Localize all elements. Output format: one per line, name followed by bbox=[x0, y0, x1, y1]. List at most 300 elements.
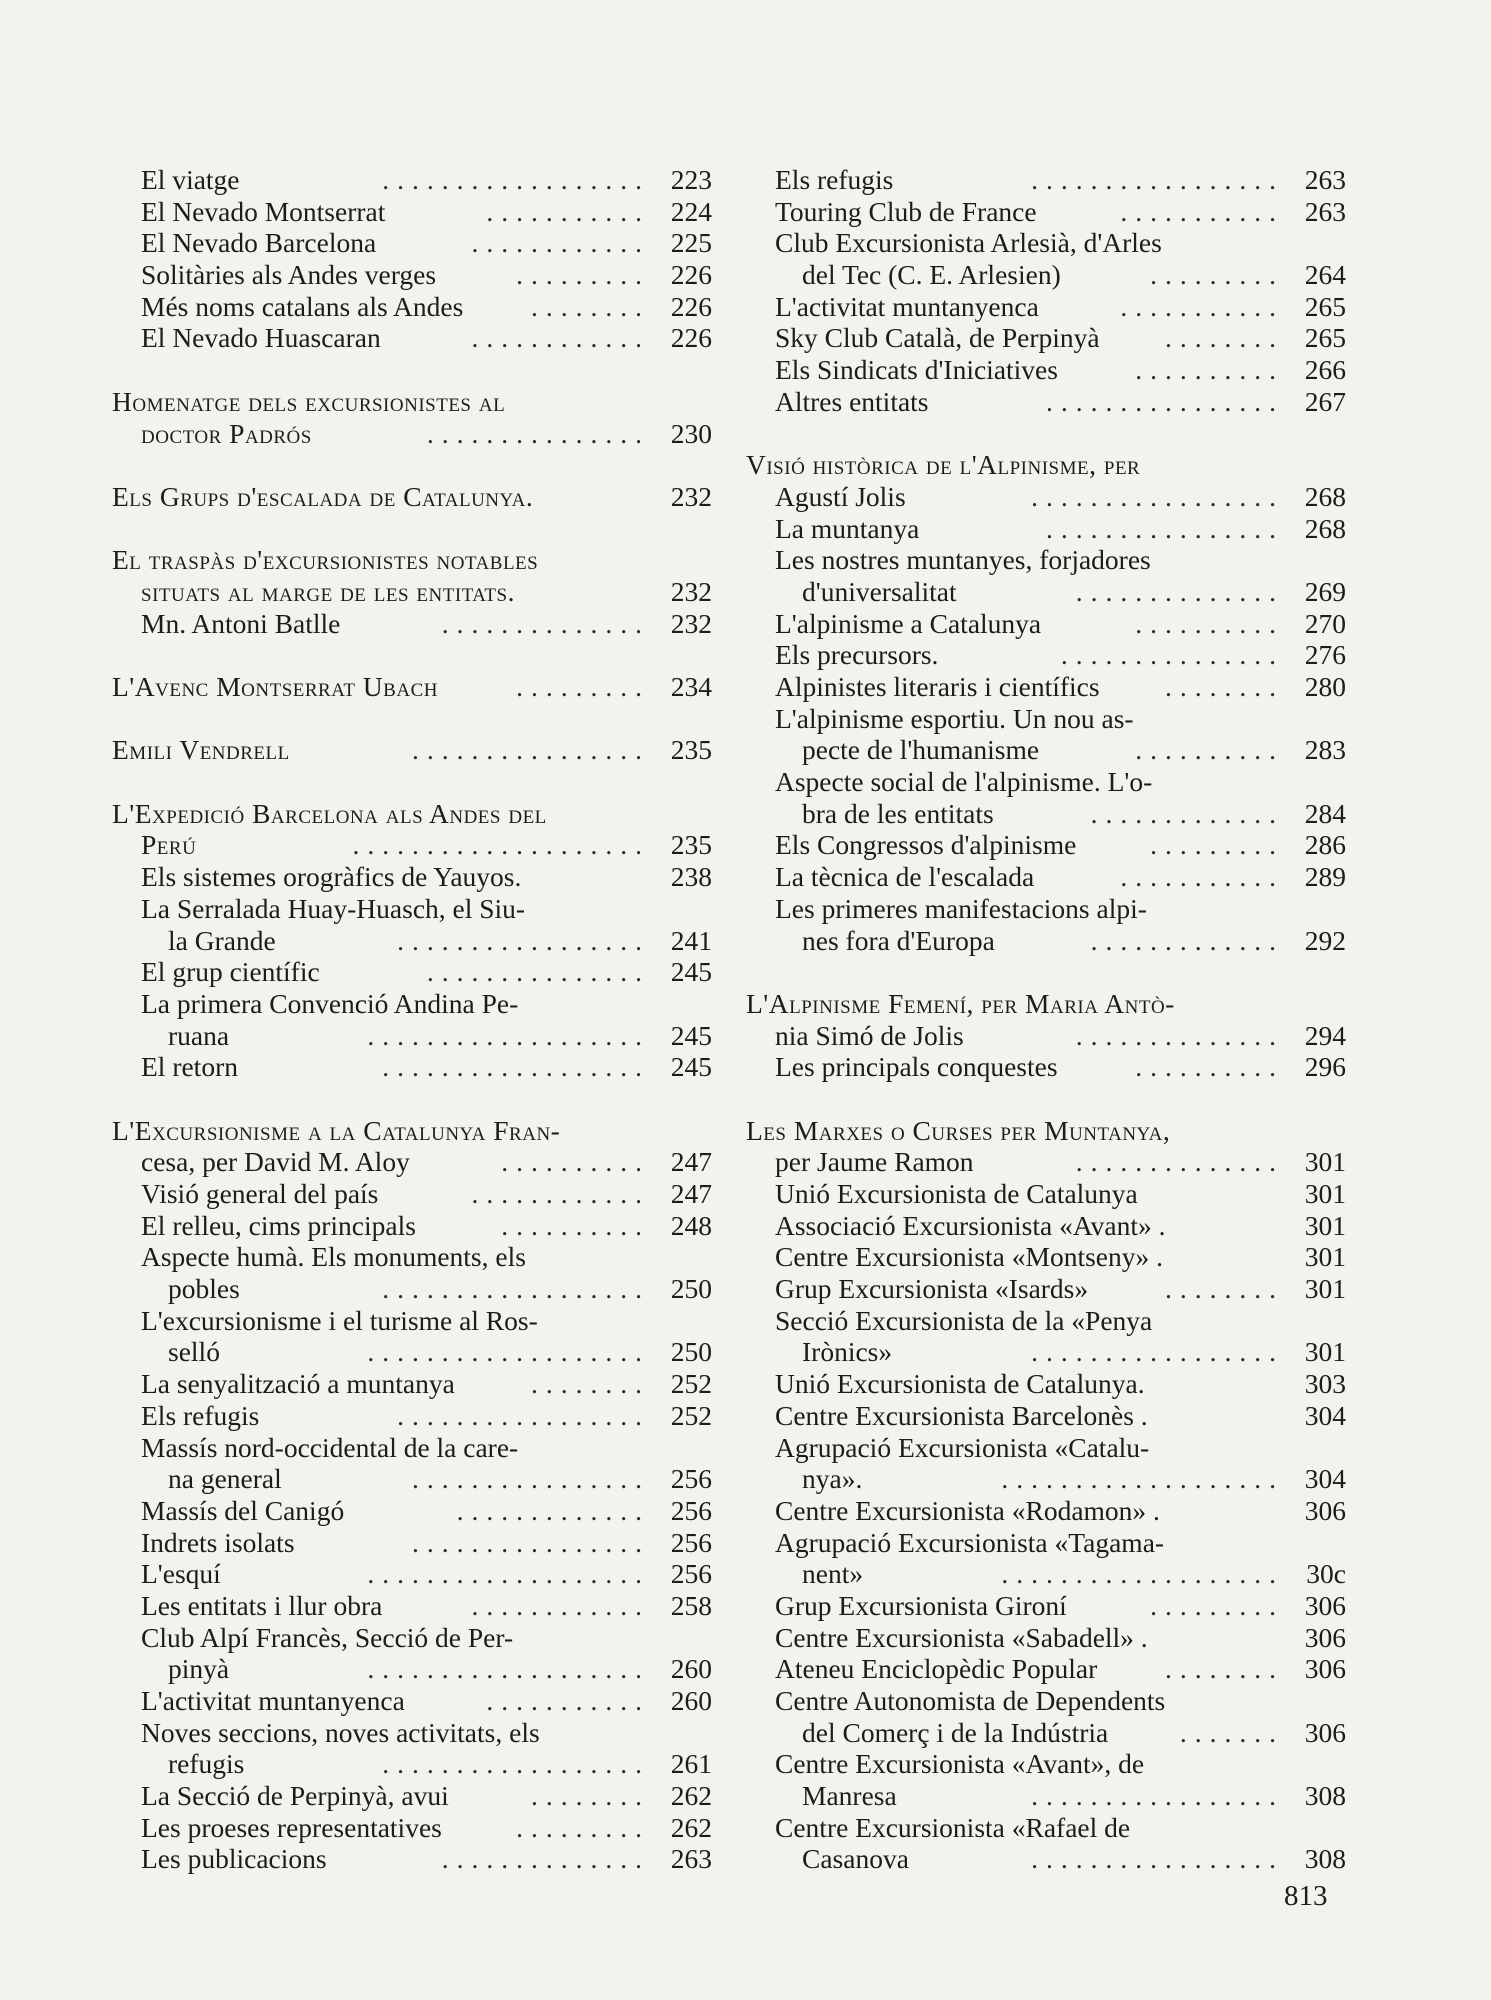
toc-entry bbox=[112, 956, 712, 988]
toc-entry-title: del Comerç i de la Indústria bbox=[802, 1716, 1109, 1748]
toc-entry-page: 301 bbox=[1304, 1178, 1346, 1209]
toc-entry bbox=[112, 322, 712, 354]
toc-entry-title: El viatge bbox=[141, 164, 240, 195]
toc-section-heading bbox=[112, 576, 712, 608]
toc-entry-title: L'alpinisme a Catalunya bbox=[775, 607, 1042, 639]
toc-entry-title: Emili Vendrell bbox=[112, 734, 290, 766]
toc-entry-page: 266 bbox=[1304, 354, 1346, 386]
toc-section-heading bbox=[112, 544, 712, 576]
toc-entry-title: Casanova bbox=[802, 1843, 909, 1875]
toc-entry-page: 267 bbox=[1304, 385, 1346, 417]
dot-leader: ............... bbox=[1060, 639, 1284, 671]
toc-entry-title: na general bbox=[168, 1463, 282, 1495]
toc-entry-page: 252 bbox=[670, 1368, 712, 1400]
toc-entry bbox=[746, 1241, 1346, 1273]
toc-entry-title: Les principals conquestes bbox=[775, 1051, 1058, 1083]
toc-entry-page: 286 bbox=[1304, 829, 1346, 861]
toc-entry-title: Els Congressos d'alpinisme bbox=[775, 829, 1077, 861]
dot-leader: ................. bbox=[397, 1399, 650, 1431]
toc-entry-title: selló bbox=[168, 1336, 220, 1368]
toc-entry-page: 265 bbox=[1304, 290, 1346, 322]
dot-leader: ............ bbox=[471, 1178, 650, 1209]
toc-entry bbox=[112, 925, 712, 957]
toc-entry bbox=[746, 893, 1346, 925]
toc-entry bbox=[112, 1590, 712, 1622]
toc-entry-title: Alpinistes literaris i científics bbox=[775, 671, 1100, 702]
dot-leader: .................. bbox=[382, 1051, 650, 1083]
toc-entry-title: L'esquí bbox=[141, 1558, 221, 1590]
toc-entry bbox=[112, 1622, 712, 1654]
toc-entry bbox=[112, 291, 712, 323]
toc-entry-title: Agrupació Excursionista «Catalu- bbox=[775, 1431, 1150, 1463]
dot-leader: ......... bbox=[516, 259, 650, 291]
toc-entry bbox=[746, 1558, 1346, 1590]
toc-entry-title: Els Sindicats d'Iniciatives bbox=[775, 354, 1058, 386]
dot-leader: ........... bbox=[1120, 861, 1284, 893]
toc-entry-page: 256 bbox=[670, 1494, 712, 1526]
toc-entry-title: Irònics» bbox=[802, 1336, 893, 1368]
toc-entry bbox=[746, 829, 1346, 861]
toc-entry-page: 264 bbox=[1304, 259, 1346, 291]
toc-entry-page: 306 bbox=[1304, 1653, 1346, 1685]
toc-spacer bbox=[746, 1083, 1346, 1115]
dot-leader: ................... bbox=[367, 1019, 650, 1051]
dot-leader: ........... bbox=[1120, 195, 1284, 227]
toc-entry-page: 301 bbox=[1304, 1336, 1346, 1368]
dot-leader: ................... bbox=[1001, 1558, 1284, 1590]
dot-leader: .................. bbox=[382, 1748, 650, 1780]
toc-spacer bbox=[112, 513, 712, 545]
toc-entry-title: pecte de l'humanisme bbox=[802, 734, 1040, 766]
toc-entry-page: 306 bbox=[1304, 1621, 1346, 1653]
toc-entry-title: L'Expedició Barcelona als Andes del bbox=[112, 797, 547, 829]
toc-entry bbox=[746, 925, 1346, 957]
toc-entry bbox=[746, 1495, 1346, 1527]
dot-leader: ........ bbox=[531, 1780, 650, 1812]
toc-section-heading bbox=[112, 798, 712, 830]
dot-leader: ........ bbox=[531, 290, 650, 322]
toc-entry bbox=[746, 1463, 1346, 1495]
toc-section-heading bbox=[746, 1115, 1346, 1147]
toc-entry bbox=[746, 1336, 1346, 1368]
toc-spacer bbox=[112, 354, 712, 386]
dot-leader: ................. bbox=[397, 924, 650, 956]
dot-leader: ........ bbox=[1165, 671, 1284, 702]
toc-entry-page: 308 bbox=[1304, 1843, 1346, 1875]
toc-entry bbox=[746, 1748, 1346, 1780]
dot-leader: ......... bbox=[516, 671, 650, 702]
dot-leader: ......... bbox=[1150, 1589, 1284, 1621]
toc-section-heading bbox=[112, 829, 712, 861]
dot-leader: ................ bbox=[1046, 385, 1284, 417]
toc-entry-title: Grup Excursionista Gironí bbox=[775, 1589, 1067, 1621]
toc-entry-title: Els refugis bbox=[141, 1399, 260, 1431]
toc-spacer bbox=[112, 449, 712, 481]
toc-entry bbox=[746, 1527, 1346, 1559]
dot-leader: .......... bbox=[501, 1209, 650, 1241]
dot-leader: .................... bbox=[352, 829, 650, 861]
toc-entry-page: 301 bbox=[1304, 1146, 1346, 1178]
dot-leader: ......... bbox=[1150, 829, 1284, 861]
toc-entry-page: 280 bbox=[1304, 671, 1346, 702]
toc-entry bbox=[112, 1051, 712, 1083]
dot-leader: ............. bbox=[456, 1494, 650, 1526]
toc-entry-title: Manresa bbox=[802, 1780, 897, 1812]
toc-entry-title: Perú bbox=[141, 829, 197, 861]
toc-entry-page: 276 bbox=[1304, 639, 1346, 671]
toc-entry-page: 304 bbox=[1304, 1399, 1346, 1431]
toc-entry bbox=[112, 1305, 712, 1337]
toc-entry-page: 296 bbox=[1304, 1051, 1346, 1083]
toc-entry bbox=[746, 1400, 1346, 1432]
dot-leader: ........... bbox=[1120, 290, 1284, 322]
toc-entry-title: Centre Excursionista «Avant», de bbox=[775, 1748, 1145, 1780]
toc-left-column bbox=[112, 164, 712, 1875]
toc-entry bbox=[746, 703, 1346, 735]
toc-entry bbox=[746, 386, 1346, 418]
toc-entry-title: Centre Autonomista de Dependents bbox=[775, 1685, 1166, 1716]
toc-section-heading bbox=[746, 988, 1346, 1020]
toc-entry-title: L'activitat muntanyenca bbox=[775, 290, 1039, 322]
toc-entry-title: Homenatge dels excursionistes al bbox=[112, 385, 506, 417]
toc-entry-title: La primera Convenció Andina Pe- bbox=[141, 987, 519, 1019]
toc-entry-title: L'Avenc Montserrat Ubach bbox=[112, 671, 438, 702]
toc-entry bbox=[746, 227, 1346, 259]
toc-entry-title: El Nevado Barcelona bbox=[141, 227, 377, 259]
toc-entry-title: Associació Excursionista «Avant» . bbox=[775, 1209, 1166, 1241]
toc-entry-title: Les nostres muntanyes, forjadores bbox=[775, 544, 1151, 576]
dot-leader: ................ bbox=[412, 1463, 650, 1495]
toc-entry bbox=[746, 1432, 1346, 1464]
toc-entry-title: L'activitat muntanyenca bbox=[141, 1685, 405, 1716]
dot-leader: ................. bbox=[1031, 480, 1284, 512]
dot-leader: .......... bbox=[1135, 607, 1284, 639]
toc-entry-page: 250 bbox=[670, 1336, 712, 1368]
toc-entry bbox=[112, 988, 712, 1020]
toc-entry-page: 262 bbox=[670, 1780, 712, 1812]
toc-entry bbox=[112, 1495, 712, 1527]
toc-entry-page: 226 bbox=[670, 322, 712, 354]
toc-section-heading bbox=[112, 386, 712, 418]
toc-entry-title: Centre Excursionista «Rodamon» . bbox=[775, 1494, 1160, 1526]
toc-entry-page: 256 bbox=[670, 1526, 712, 1558]
toc-entry bbox=[746, 1178, 1346, 1210]
toc-entry bbox=[746, 576, 1346, 608]
toc-entry-page: 306 bbox=[1304, 1494, 1346, 1526]
toc-section-heading bbox=[112, 671, 712, 703]
toc-entry-title: Unió Excursionista de Catalunya. bbox=[775, 1368, 1145, 1400]
dot-leader: .................. bbox=[382, 1273, 650, 1305]
toc-entry-page: 223 bbox=[670, 164, 712, 195]
toc-entry-page: 306 bbox=[1304, 1589, 1346, 1621]
toc-entry bbox=[112, 196, 712, 228]
toc-entry-title: L'alpinisme esportiu. Un nou as- bbox=[775, 702, 1134, 734]
toc-entry-page: 289 bbox=[1304, 861, 1346, 893]
toc-entry-page: 270 bbox=[1304, 607, 1346, 639]
dot-leader: ................... bbox=[1001, 1463, 1284, 1495]
toc-entry-page: 304 bbox=[1304, 1463, 1346, 1495]
toc-entry-title: Visió general del país bbox=[141, 1178, 379, 1209]
toc-entry-page: 268 bbox=[1304, 480, 1346, 512]
toc-entry-page: 245 bbox=[670, 1019, 712, 1051]
toc-entry-title: Unió Excursionista de Catalunya bbox=[775, 1178, 1138, 1209]
toc-entry-title: bra de les entitats bbox=[802, 797, 994, 829]
toc-entry bbox=[112, 227, 712, 259]
toc-entry-page: 248 bbox=[670, 1209, 712, 1241]
toc-section-heading bbox=[112, 734, 712, 766]
toc-entry-title: Centre Excursionista Barcelonès . bbox=[775, 1399, 1148, 1431]
toc-entry bbox=[746, 671, 1346, 703]
toc-entry-page: 308 bbox=[1304, 1780, 1346, 1812]
dot-leader: ........ bbox=[1165, 1273, 1284, 1305]
dot-leader: ............ bbox=[471, 227, 650, 259]
toc-entry-page: 224 bbox=[670, 195, 712, 227]
toc-entry-title: Agrupació Excursionista «Tagama- bbox=[775, 1526, 1165, 1558]
toc-entry bbox=[746, 1146, 1346, 1178]
toc-entry bbox=[112, 1463, 712, 1495]
toc-entry bbox=[746, 513, 1346, 545]
dot-leader: ............... bbox=[426, 956, 650, 988]
toc-entry bbox=[746, 1368, 1346, 1400]
dot-leader: ................ bbox=[412, 1526, 650, 1558]
toc-entry bbox=[112, 1336, 712, 1368]
toc-entry-title: La Serralada Huay-Huasch, el Siu- bbox=[141, 892, 526, 924]
toc-entry-title: per Jaume Ramon bbox=[775, 1146, 974, 1178]
toc-entry-title: d'universalitat bbox=[802, 575, 957, 607]
dot-leader: ............ bbox=[471, 1589, 650, 1621]
toc-entry bbox=[746, 544, 1346, 576]
dot-leader: ....... bbox=[1179, 1716, 1284, 1748]
toc-entry-page: 241 bbox=[670, 924, 712, 956]
toc-entry-title: Les entitats i llur obra bbox=[141, 1589, 383, 1621]
toc-entry-title: Més noms catalans als Andes bbox=[141, 290, 464, 322]
toc-entry bbox=[746, 291, 1346, 323]
toc-entry-title: Ateneu Enciclopèdic Popular bbox=[775, 1653, 1098, 1685]
toc-entry-page: 250 bbox=[670, 1273, 712, 1305]
toc-entry-page: 284 bbox=[1304, 797, 1346, 829]
toc-entry-title: El retorn bbox=[141, 1051, 238, 1083]
toc-entry-title: doctor Padrós bbox=[141, 417, 312, 449]
toc-entry-title: Sky Club Català, de Perpinyà bbox=[775, 322, 1100, 354]
toc-entry bbox=[746, 196, 1346, 228]
toc-entry bbox=[112, 1400, 712, 1432]
toc-entry-page: 261 bbox=[670, 1748, 712, 1780]
toc-entry-title: Club Alpí Francès, Secció de Per- bbox=[141, 1621, 514, 1653]
toc-entry-page: 238 bbox=[670, 861, 712, 893]
toc-entry-page: 30c bbox=[1306, 1558, 1346, 1590]
toc-entry-page: 260 bbox=[670, 1685, 712, 1716]
toc-entry-title: Massís nord-occidental de la care- bbox=[141, 1431, 519, 1463]
toc-entry bbox=[746, 1020, 1346, 1052]
toc-entry bbox=[112, 1843, 712, 1875]
toc-entry-title: Agustí Jolis bbox=[775, 480, 906, 512]
dot-leader: .............. bbox=[1075, 1146, 1284, 1178]
dot-leader: .......... bbox=[1135, 1051, 1284, 1083]
dot-leader: ............ bbox=[471, 322, 650, 354]
toc-section-heading bbox=[112, 418, 712, 450]
toc-entry-page: 269 bbox=[1304, 575, 1346, 607]
toc-section-heading bbox=[112, 481, 712, 513]
toc-entry bbox=[746, 1685, 1346, 1717]
toc-entry-title: Touring Club de France bbox=[775, 195, 1037, 227]
dot-leader: .............. bbox=[441, 607, 650, 639]
toc-entry-title: El traspàs d'excursionistes notables bbox=[112, 544, 539, 576]
toc-entry-page: 256 bbox=[670, 1463, 712, 1495]
toc-entry bbox=[746, 639, 1346, 671]
toc-entry-title: nya». bbox=[802, 1463, 863, 1495]
dot-leader: ........ bbox=[1165, 322, 1284, 354]
toc-entry bbox=[746, 734, 1346, 766]
toc-spacer bbox=[112, 1083, 712, 1115]
dot-leader: ............... bbox=[426, 417, 650, 449]
dot-leader: .............. bbox=[441, 1843, 650, 1875]
toc-entry-title: refugis bbox=[168, 1748, 245, 1780]
toc-entry-title: situats al marge de les entitats. bbox=[141, 575, 515, 607]
toc-entry-page: 232 bbox=[670, 607, 712, 639]
toc-entry-title: nent» bbox=[802, 1558, 864, 1590]
toc-entry-page: 226 bbox=[670, 259, 712, 291]
toc-entry-title: Les Marxes o Curses per Muntanya, bbox=[746, 1114, 1171, 1146]
toc-entry-title: La Secció de Perpinyà, avui bbox=[141, 1780, 449, 1812]
toc-entry-title: Mn. Antoni Batlle bbox=[141, 607, 341, 639]
dot-leader: ................ bbox=[412, 734, 650, 766]
toc-entry-title: Club Excursionista Arlesià, d'Arles bbox=[775, 227, 1162, 259]
toc-entry bbox=[746, 481, 1346, 513]
toc-entry-title: Aspecte humà. Els monuments, els bbox=[141, 1241, 526, 1273]
toc-entry-page: 263 bbox=[1304, 195, 1346, 227]
toc-spacer bbox=[112, 766, 712, 798]
toc-entry-title: Les primeres manifestacions alpi- bbox=[775, 892, 1147, 924]
toc-entry bbox=[746, 608, 1346, 640]
toc-entry bbox=[112, 1241, 712, 1273]
dot-leader: ........ bbox=[531, 1368, 650, 1400]
toc-spacer bbox=[746, 956, 1346, 988]
toc-entry-title: El grup científic bbox=[141, 956, 320, 988]
toc-entry-title: Visió històrica de l'Alpinisme, per bbox=[746, 449, 1141, 481]
toc-spacer bbox=[112, 703, 712, 735]
toc-entry-title: Altres entitats bbox=[775, 385, 929, 417]
toc-entry bbox=[746, 1305, 1346, 1337]
toc-entry-page: 306 bbox=[1304, 1716, 1346, 1748]
dot-leader: ........... bbox=[486, 195, 650, 227]
toc-entry-page: 232 bbox=[670, 575, 712, 607]
dot-leader: .......... bbox=[1135, 354, 1284, 386]
toc-entry bbox=[112, 1748, 712, 1780]
toc-entry-title: Massís del Canigó bbox=[141, 1494, 345, 1526]
toc-entry-page: 262 bbox=[670, 1811, 712, 1843]
dot-leader: .................. bbox=[382, 164, 650, 195]
toc-entry bbox=[746, 1843, 1346, 1875]
toc-entry-page: 235 bbox=[670, 734, 712, 766]
toc-entry bbox=[112, 1273, 712, 1305]
toc-entry bbox=[746, 798, 1346, 830]
toc-entry bbox=[112, 1653, 712, 1685]
toc-entry bbox=[746, 1590, 1346, 1622]
toc-entry bbox=[746, 259, 1346, 291]
toc-entry-title: La senyalització a muntanya bbox=[141, 1368, 455, 1400]
toc-entry bbox=[746, 1780, 1346, 1812]
toc-entry bbox=[746, 1812, 1346, 1844]
toc-entry-title: pobles bbox=[168, 1273, 240, 1305]
toc-entry bbox=[746, 1717, 1346, 1749]
toc-entry-page: 256 bbox=[670, 1558, 712, 1590]
toc-entry-page: 235 bbox=[670, 829, 712, 861]
toc-entry bbox=[112, 1685, 712, 1717]
toc-spacer bbox=[746, 418, 1346, 450]
toc-entry-title: Els sistemes orogràfics de Yauyos. bbox=[141, 861, 522, 893]
toc-entry bbox=[746, 1653, 1346, 1685]
toc-entry-title: Centre Excursionista «Rafael de bbox=[775, 1811, 1131, 1843]
toc-entry-page: 294 bbox=[1304, 1019, 1346, 1051]
toc-entry-page: 303 bbox=[1304, 1368, 1346, 1400]
toc-entry-title: del Tec (C. E. Arlesien) bbox=[802, 259, 1061, 291]
dot-leader: .............. bbox=[1075, 575, 1284, 607]
toc-entry-title: cesa, per David M. Aloy bbox=[141, 1146, 410, 1178]
toc-entry-title: la Grande bbox=[168, 924, 276, 956]
dot-leader: ................... bbox=[367, 1653, 650, 1685]
toc-entry bbox=[112, 1210, 712, 1242]
dot-leader: ................. bbox=[1031, 164, 1284, 195]
dot-leader: ................. bbox=[1031, 1843, 1284, 1875]
toc-entry-title: nia Simó de Jolis bbox=[775, 1019, 964, 1051]
toc-entry-page: 260 bbox=[670, 1653, 712, 1685]
toc-entry-page: 247 bbox=[670, 1178, 712, 1209]
toc-entry bbox=[746, 1273, 1346, 1305]
toc-entry-page: 226 bbox=[670, 290, 712, 322]
toc-right-column bbox=[746, 164, 1346, 1875]
toc-entry-title: Centre Excursionista «Sabadell» . bbox=[775, 1621, 1148, 1653]
dot-leader: ................. bbox=[1031, 1336, 1284, 1368]
toc-entry bbox=[112, 1432, 712, 1464]
toc-entry bbox=[112, 861, 712, 893]
toc-entry bbox=[112, 1717, 712, 1749]
toc-entry bbox=[112, 608, 712, 640]
dot-leader: ......... bbox=[516, 1811, 650, 1843]
toc-entry-title: Els Grups d'escalada de Catalunya. bbox=[112, 480, 534, 512]
toc-entry bbox=[746, 861, 1346, 893]
toc-entry-title: Aspecte social de l'alpinisme. L'o- bbox=[775, 766, 1153, 798]
toc-entry bbox=[746, 322, 1346, 354]
toc-entry-page: 245 bbox=[670, 1051, 712, 1083]
toc-entry-page: 252 bbox=[670, 1399, 712, 1431]
toc-entry-page: 301 bbox=[1304, 1209, 1346, 1241]
toc-entry bbox=[746, 164, 1346, 196]
toc-entry-page: 225 bbox=[670, 227, 712, 259]
dot-leader: ................... bbox=[367, 1336, 650, 1368]
dot-leader: ........ bbox=[1165, 1653, 1284, 1685]
dot-leader: .......... bbox=[501, 1146, 650, 1178]
toc-entry bbox=[112, 1812, 712, 1844]
toc-entry-title: Indrets isolats bbox=[141, 1526, 295, 1558]
toc-entry-page: 230 bbox=[670, 417, 712, 449]
toc-entry-title: El Nevado Huascaran bbox=[141, 322, 381, 354]
toc-entry-page: 234 bbox=[670, 671, 712, 702]
toc-entry-title: Les publicacions bbox=[141, 1843, 327, 1875]
dot-leader: ......... bbox=[1150, 259, 1284, 291]
toc-entry-title: Noves seccions, noves activitats, els bbox=[141, 1716, 540, 1748]
toc-entry-page: 263 bbox=[1304, 164, 1346, 195]
toc-entry-title: El relleu, cims principals bbox=[141, 1209, 416, 1241]
toc-section-heading bbox=[112, 1115, 712, 1147]
toc-entry bbox=[112, 1527, 712, 1559]
dot-leader: ................ bbox=[1046, 512, 1284, 544]
toc-entry-page: 245 bbox=[670, 956, 712, 988]
toc-entry-title: La tècnica de l'escalada bbox=[775, 861, 1035, 893]
toc-entry bbox=[746, 1622, 1346, 1654]
toc-entry bbox=[112, 1780, 712, 1812]
toc-entry-title: L'Alpinisme Femení, per Maria Antò- bbox=[746, 987, 1175, 1019]
toc-entry-page: 301 bbox=[1304, 1273, 1346, 1305]
